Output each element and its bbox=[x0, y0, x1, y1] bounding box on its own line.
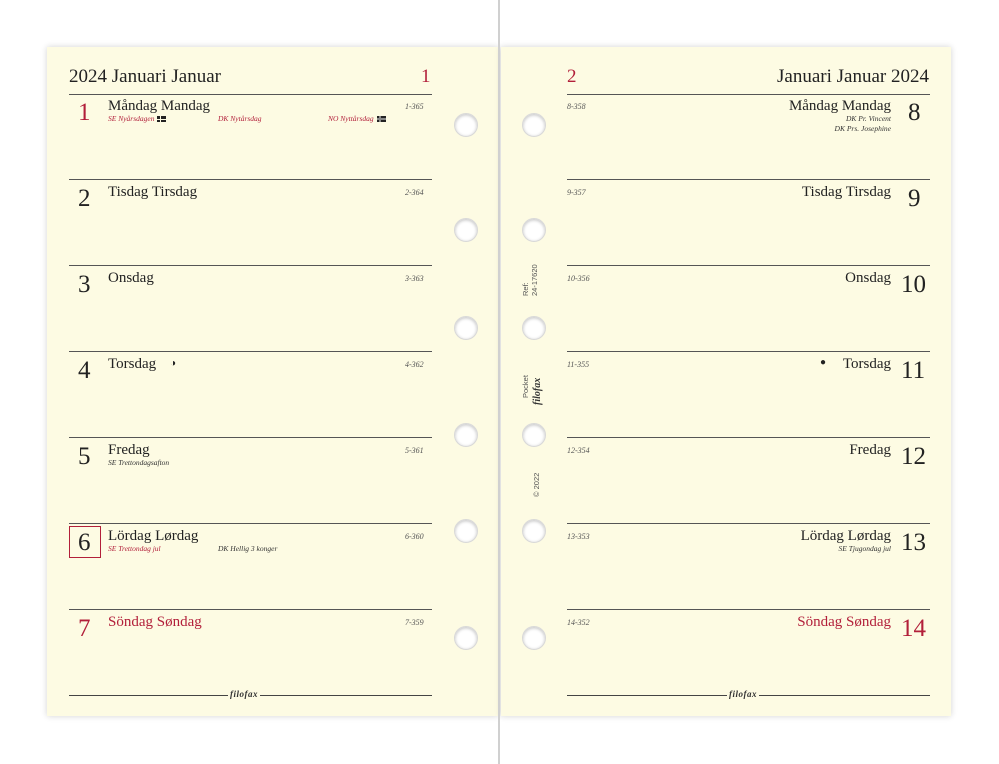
day-name: Tisdag Tirsdag bbox=[801, 184, 891, 200]
right-header-title: Januari Januar 2024 bbox=[777, 66, 929, 87]
day-number: 5 bbox=[78, 443, 91, 470]
day-name: Onsdag bbox=[108, 270, 154, 286]
punch-hole bbox=[522, 218, 546, 242]
day-number: 13 bbox=[901, 529, 926, 556]
day-count: 14-352 bbox=[567, 618, 590, 627]
day-name: Torsdag bbox=[108, 356, 157, 372]
full-moon-icon: ● bbox=[820, 357, 827, 368]
day-count: 7-359 bbox=[405, 618, 424, 627]
punch-hole bbox=[522, 519, 546, 543]
left-header-title: 2024 Januari Januar bbox=[69, 66, 221, 87]
pocket-label: Pocket bbox=[521, 375, 530, 398]
punch-hole bbox=[454, 113, 478, 137]
punch-hole bbox=[454, 626, 478, 650]
day-rule bbox=[567, 437, 930, 438]
day-name: Söndag Søndag bbox=[797, 614, 891, 630]
holiday-label: DK Nytårsdag bbox=[218, 114, 262, 123]
ref-code: 24-17620 bbox=[530, 264, 539, 296]
day-number: 6 bbox=[78, 529, 91, 556]
day-number: 8 bbox=[908, 99, 921, 126]
holiday-label: DK Hellig 3 konger bbox=[218, 544, 278, 553]
punch-hole bbox=[454, 218, 478, 242]
day-name: Måndag Mandag bbox=[108, 98, 211, 114]
day-rule bbox=[69, 265, 432, 266]
day-count: 12-354 bbox=[567, 446, 590, 455]
right-week-number: 2 bbox=[567, 66, 577, 87]
filofax-logo: filofax bbox=[230, 689, 258, 699]
day-name: Tisdag Tirsdag bbox=[108, 184, 198, 200]
ref-line: Ref: bbox=[521, 282, 530, 296]
day-count: 4-362 bbox=[405, 360, 424, 369]
day-name: Måndag Mandag bbox=[788, 98, 891, 114]
holiday-label: DK Pr. Vincent bbox=[845, 114, 891, 123]
day-number: 2 bbox=[78, 185, 91, 212]
day-count: 11-355 bbox=[567, 360, 590, 369]
holiday-label bbox=[108, 114, 166, 123]
holiday-label: DK Prs. Josephine bbox=[834, 124, 891, 133]
day-number: 3 bbox=[78, 271, 91, 298]
day-count: 6-360 bbox=[405, 532, 424, 541]
day-number: 10 bbox=[901, 271, 926, 298]
holiday-label: SE Trettondag jul bbox=[108, 544, 161, 553]
day-rule bbox=[69, 351, 432, 352]
spine-filofax-logo: filofax bbox=[532, 377, 543, 405]
day-number: 12 bbox=[901, 443, 926, 470]
left-week-number: 1 bbox=[421, 66, 431, 87]
holiday-label: SE Trettondagsafton bbox=[108, 458, 170, 467]
day-name: Torsdag bbox=[842, 356, 891, 372]
spine-divider bbox=[498, 0, 500, 764]
day-rule bbox=[567, 609, 930, 610]
punch-hole bbox=[522, 626, 546, 650]
day-count: 2-364 bbox=[405, 188, 424, 197]
day-rule bbox=[69, 609, 432, 610]
day-count: 3-363 bbox=[405, 274, 424, 283]
day-name: Lördag Lørdag bbox=[108, 528, 199, 544]
day-rule bbox=[567, 179, 930, 180]
first-quarter-moon-icon: ◑ bbox=[170, 358, 177, 369]
filofax-logo: filofax bbox=[729, 689, 757, 699]
day-number: 1 bbox=[78, 99, 91, 126]
holiday-label: SE Tjugondag jul bbox=[838, 544, 891, 553]
punch-hole bbox=[454, 316, 478, 340]
day-count: 8-358 bbox=[567, 102, 586, 111]
day-rule bbox=[69, 523, 432, 524]
day-number: 14 bbox=[901, 615, 926, 642]
punch-hole bbox=[522, 316, 546, 340]
day-count: 9-357 bbox=[567, 188, 586, 197]
sweden-flag-icon bbox=[157, 116, 166, 122]
day-rule bbox=[567, 265, 930, 266]
day-rule bbox=[69, 437, 432, 438]
day-count: 5-361 bbox=[405, 446, 424, 455]
punch-hole bbox=[522, 423, 546, 447]
day-name: Onsdag bbox=[845, 270, 891, 286]
day-rule bbox=[567, 523, 930, 524]
day-count: 13-353 bbox=[567, 532, 590, 541]
holiday-text: NO Nyttårsdag bbox=[328, 114, 374, 123]
ref-label bbox=[521, 264, 539, 296]
norway-flag-icon bbox=[377, 116, 386, 122]
day-name: Fredag bbox=[108, 442, 150, 458]
holiday-text: SE Nyårsdagen bbox=[108, 114, 155, 123]
header-rule bbox=[69, 94, 432, 95]
copyright-label: © 2022 bbox=[532, 472, 541, 497]
day-number: 9 bbox=[908, 185, 921, 212]
day-name: Fredag bbox=[849, 442, 891, 458]
day-number: 4 bbox=[78, 357, 91, 384]
day-count: 10-356 bbox=[567, 274, 590, 283]
day-name: Söndag Søndag bbox=[108, 614, 202, 630]
holiday-label bbox=[328, 114, 386, 123]
punch-hole bbox=[522, 113, 546, 137]
day-rule bbox=[69, 179, 432, 180]
punch-hole bbox=[454, 519, 478, 543]
punch-hole bbox=[454, 423, 478, 447]
day-number: 11 bbox=[901, 357, 926, 384]
day-count: 1-365 bbox=[405, 102, 424, 111]
day-rule bbox=[567, 351, 930, 352]
day-number: 7 bbox=[78, 615, 91, 642]
header-rule bbox=[567, 94, 930, 95]
day-name: Lördag Lørdag bbox=[800, 528, 891, 544]
